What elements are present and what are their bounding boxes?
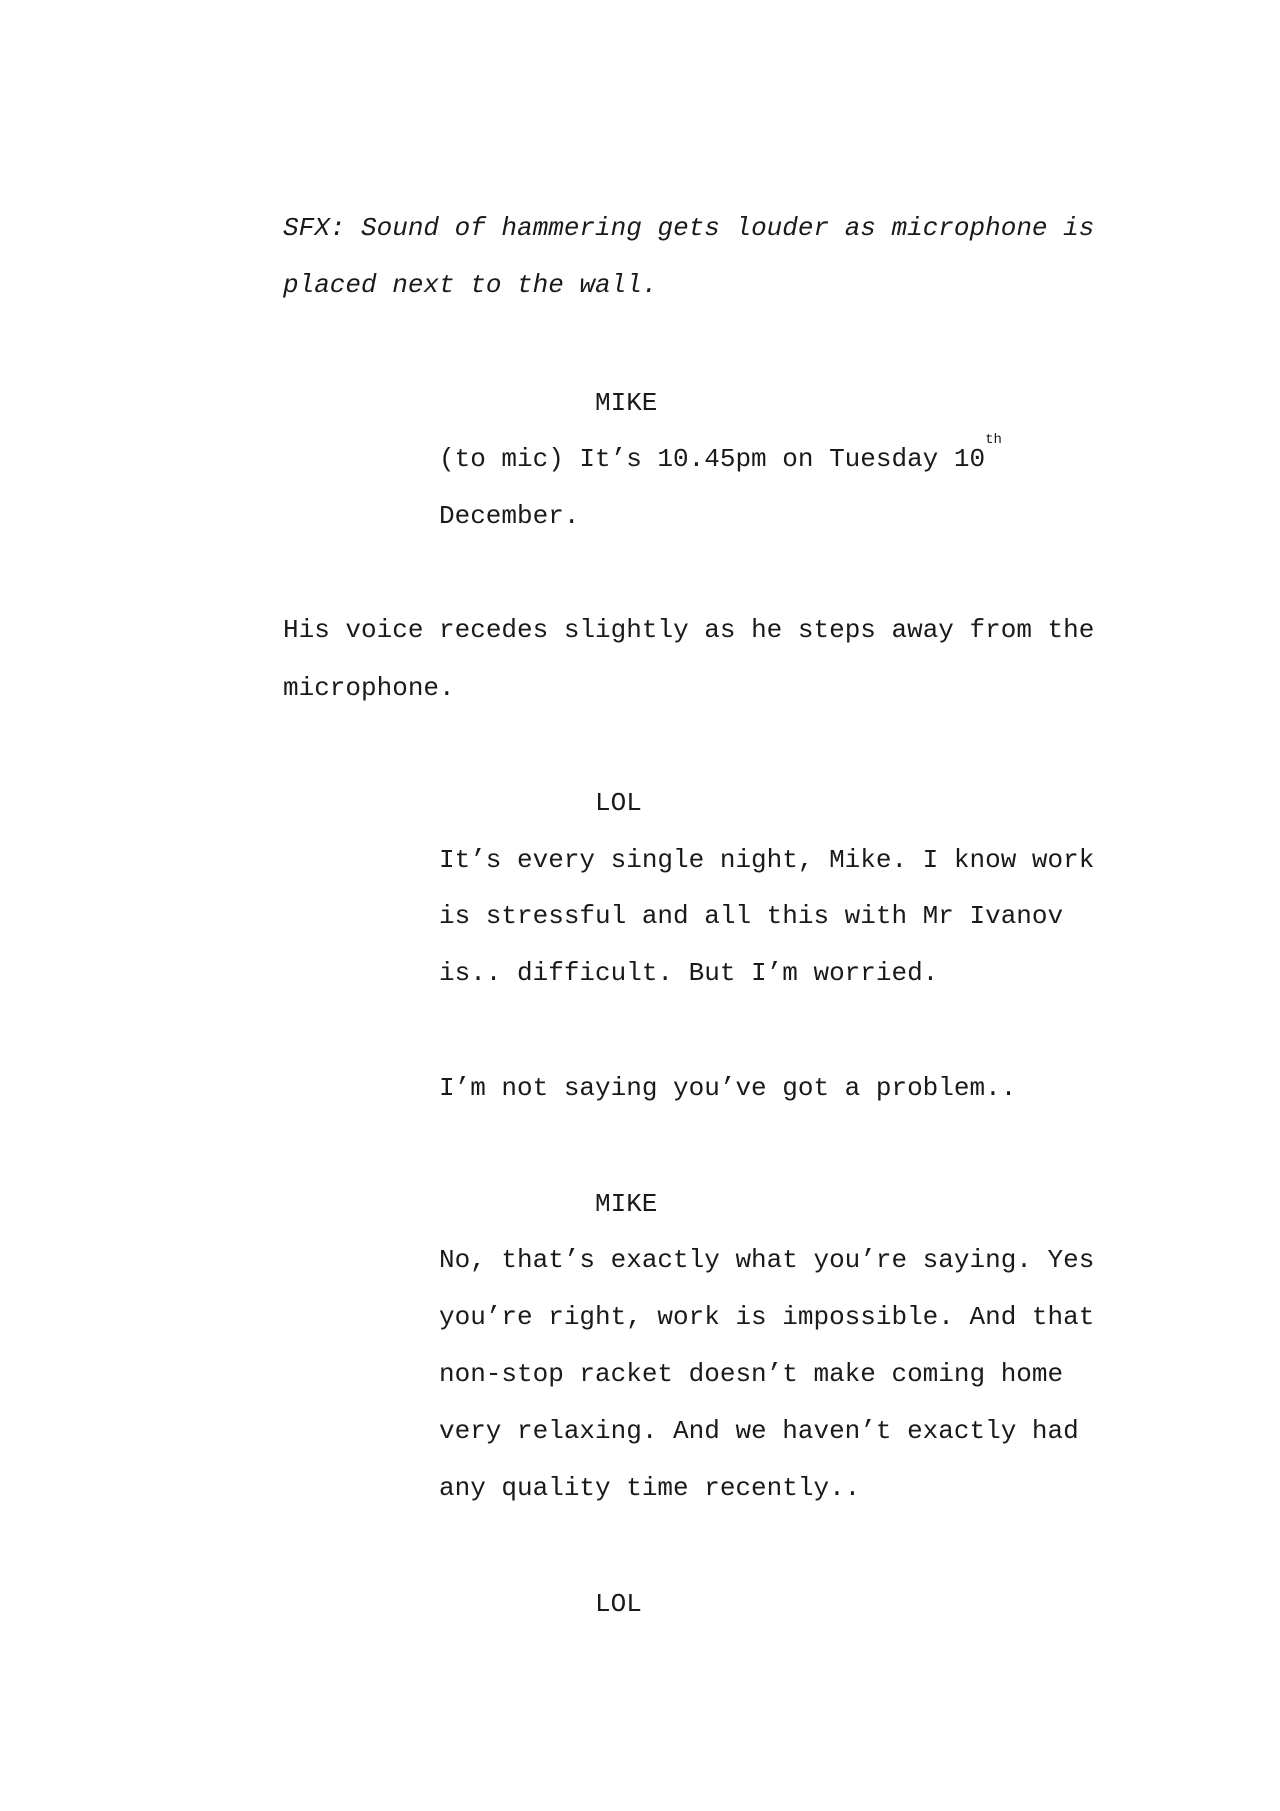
dialogue-line: December. bbox=[439, 501, 580, 531]
character-name: LOL bbox=[595, 788, 642, 818]
dialogue-line: non-stop racket doesn’t make coming home bbox=[439, 1359, 1064, 1389]
dialogue-line: you’re right, work is impossible. And that bbox=[439, 1302, 1095, 1332]
dialogue-line: is stressful and all this with Mr Ivanov bbox=[439, 901, 1064, 931]
dialogue-line: I’m not saying you’ve got a problem.. bbox=[439, 1073, 1017, 1103]
action-line: His voice recedes slightly as he steps away from the bbox=[283, 615, 1095, 645]
character-name: MIKE bbox=[595, 1189, 658, 1219]
character-name: MIKE bbox=[595, 388, 658, 418]
dialogue-line: very relaxing. And we haven’t exactly had bbox=[439, 1416, 1079, 1446]
character-name: LOL bbox=[595, 1589, 642, 1619]
sfx-direction-line: SFX: Sound of hammering gets louder as microphone is bbox=[283, 213, 1095, 243]
dialogue-line bbox=[439, 432, 1002, 474]
action-line: microphone. bbox=[283, 673, 455, 703]
dialogue-line: It’s every single night, Mike. I know work bbox=[439, 845, 1095, 875]
dialogue-text: (to mic) It’s 10.45pm on Tuesday 10 bbox=[439, 444, 986, 474]
dialogue-line: No, that’s exactly what you’re saying. Yes bbox=[439, 1245, 1095, 1275]
sfx-direction-line: placed next to the wall. bbox=[283, 270, 658, 300]
ordinal-suffix: th bbox=[985, 432, 1002, 448]
dialogue-line: is.. difficult. But I’m worried. bbox=[439, 958, 939, 988]
dialogue-line: any quality time recently.. bbox=[439, 1473, 861, 1503]
